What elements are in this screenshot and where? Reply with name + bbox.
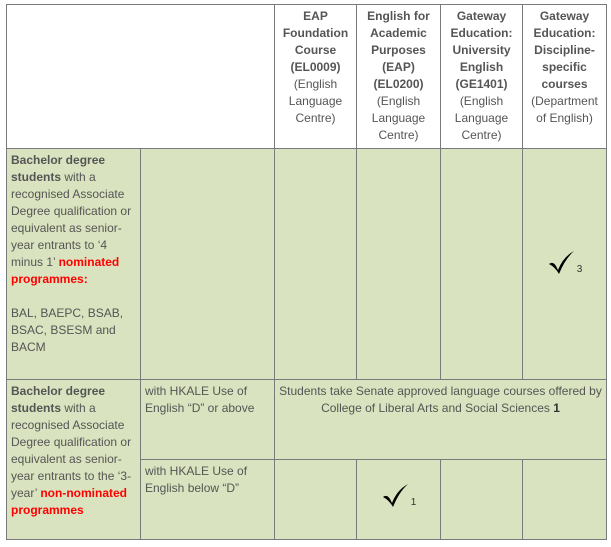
header-col-el0200 xyxy=(357,5,441,149)
row-non-nominated-a xyxy=(7,380,607,460)
condition-below-d: with HKALE Use of English below “D” xyxy=(141,460,275,540)
header-dept: (English Language Centre) xyxy=(288,77,343,125)
language-requirements-table xyxy=(6,4,607,540)
tick-mark: 3 xyxy=(547,249,583,275)
row-below-d-el0009 xyxy=(275,460,357,540)
header-col-el0009 xyxy=(275,5,357,149)
condition-d-or-above: with HKALE Use of English “D” or above xyxy=(141,380,275,460)
row-nominated-el0009 xyxy=(275,149,357,380)
header-blank-cell xyxy=(7,5,275,149)
row-below-d-discipline xyxy=(523,460,607,540)
header-row xyxy=(7,5,607,149)
header-course-name: Gateway Education: University English (GE1401) xyxy=(450,9,513,91)
row-nominated xyxy=(7,149,607,380)
row-nominated-condition xyxy=(141,149,275,380)
tick-mark: 1 xyxy=(381,482,417,508)
header-col-ge1401 xyxy=(441,5,523,149)
header-dept: (Department of English) xyxy=(531,94,598,125)
header-dept: (English Language Centre) xyxy=(454,94,509,142)
row-nominated-el0200 xyxy=(357,149,441,380)
header-course-name: English for Academic Purposes (EAP) (EL0200) xyxy=(367,9,430,91)
nominated-label: nominated programmes: xyxy=(11,255,120,286)
header-col-discipline xyxy=(523,5,607,149)
row-nominated-discipline xyxy=(523,149,607,380)
senate-note-cell: Students take Senate approved language courses offered by College of Liberal Arts and Social Sciences 1 xyxy=(275,380,607,460)
row-nominated-ge1401 xyxy=(441,149,523,380)
row-below-d-ge1401 xyxy=(441,460,523,540)
row-non-nominated-label: Bachelor degree students with a recognised Associate Degree qualification or equivalent as senior-year entrants to the ‘3-year’ non-nominated programmes xyxy=(7,380,141,540)
non-nominated-label: non-nominated programmes xyxy=(11,486,127,517)
checkmark-icon xyxy=(381,482,409,508)
programme-list: BAL, BAEPC, BSAB, BSAC, BSESM and BACM xyxy=(11,306,124,354)
header-course-name: Gateway Education: Discipline-specific courses xyxy=(533,9,596,91)
row-below-d-el0200 xyxy=(357,460,441,540)
header-course-name: EAP Foundation Course (EL0009) xyxy=(282,9,349,74)
header-dept: (English Language Centre) xyxy=(371,94,426,142)
row-nominated-label: Bachelor degree students with a recognised Associate Degree qualification or equivalent as senior-year entrants to ‘4 minus 1’ nominated programmes: BAL, BAEPC, BSAB, BSAC, BSESM and BACM xyxy=(7,149,141,380)
checkmark-icon xyxy=(547,249,575,275)
